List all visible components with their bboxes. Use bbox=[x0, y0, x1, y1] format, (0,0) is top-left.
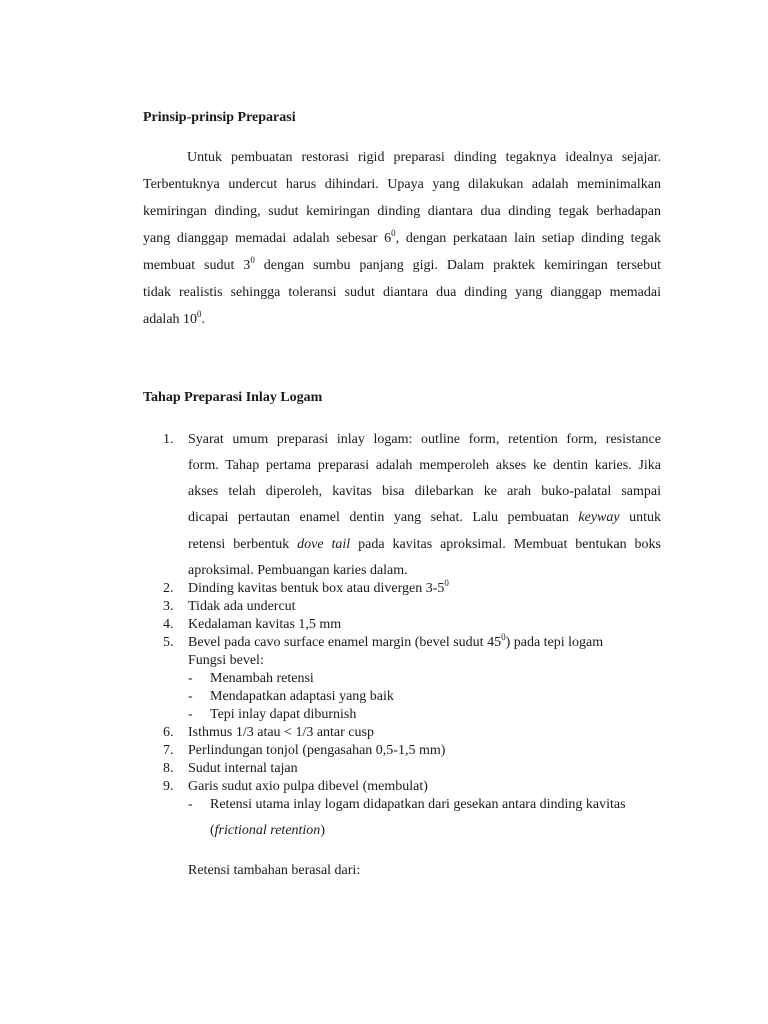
sub-item: Retensi utama inlay logam didapatkan dari gesekan antara dinding kavitas bbox=[210, 797, 626, 812]
dash-bullet: - bbox=[188, 689, 193, 704]
list-item-line: aproksimal. Pembuangan karies dalam. bbox=[188, 563, 408, 578]
list-number: 1. bbox=[163, 432, 174, 447]
dash-bullet: - bbox=[188, 671, 193, 686]
list-number: 2. bbox=[163, 581, 174, 596]
list-item: Kedalaman kavitas 1,5 mm bbox=[188, 617, 342, 632]
list-item: Perlindungan tonjol (pengasahan 0,5-1,5 mm) bbox=[188, 743, 446, 758]
dash-bullet: - bbox=[188, 707, 193, 722]
list-item: Dinding kavitas bentuk box atau divergen $3-5^0$ bbox=[188, 578, 449, 596]
list-number: 9. bbox=[163, 779, 174, 794]
paragraph-line: yang dianggap memadai adalah sebesar $6^0$, dengan perkataan lain setiap dinding tegak bbox=[143, 228, 661, 246]
list-item-line: Syarat umum preparasi inlay logam: outline form, retention form, resistance bbox=[188, 432, 661, 447]
sub-item: Mendapatkan adaptasi yang baik bbox=[210, 689, 394, 704]
paragraph-line: Untuk pembuatan restorasi rigid preparasi dinding tegaknya idealnya sejajar. bbox=[187, 150, 661, 165]
paragraph-line: membuat sudut $3^0$ dengan sumbu panjang gigi. Dalam praktek kemiringan tersebut bbox=[143, 255, 661, 273]
list-item: Bevel pada cavo surface enamel margin (bevel sudut $45^0$) pada tepi logam bbox=[188, 632, 604, 650]
list-item: Sudut internal tajan bbox=[188, 761, 298, 776]
list-item: Tidak ada undercut bbox=[188, 599, 296, 614]
sub-label: Fungsi bevel: bbox=[188, 653, 264, 668]
paragraph-line: Retensi tambahan berasal dari: bbox=[188, 863, 361, 878]
section-heading-tahap: Tahap Preparasi Inlay Logam bbox=[143, 390, 323, 405]
list-number: 3. bbox=[163, 599, 174, 614]
list-number: 8. bbox=[163, 761, 174, 776]
sub-item: Tepi inlay dapat diburnish bbox=[210, 707, 357, 722]
list-item-line: retensi berbentuk dove tail pada kavitas aproksimal. Membuat bentukan boks bbox=[188, 537, 661, 552]
sub-item: Menambah retensi bbox=[210, 671, 314, 686]
paragraph-line: tidak realistis sehingga toleransi sudut diantara dua dinding yang dianggap memadai bbox=[143, 285, 661, 300]
list-item-line: dicapai pertautan enamel dentin yang sehat. Lalu pembuatan keyway untuk bbox=[188, 510, 661, 525]
list-number: 5. bbox=[163, 635, 174, 650]
list-item-line: akses telah diperoleh, kavitas bisa dilebarkan ke arah buko-palatal sampai bbox=[188, 484, 661, 499]
paragraph-line: kemiringan dinding, sudut kemiringan dinding diantara dua dinding tegak berhadapan bbox=[143, 204, 661, 219]
paragraph-line: Terbentuknya undercut harus dihindari. Upaya yang dilakukan adalah meminimalkan bbox=[143, 177, 661, 192]
paragraph-line: adalah $10^0$. bbox=[143, 309, 206, 327]
list-item-line: form. Tahap pertama preparasi adalah memperoleh akses ke dentin karies. Jika bbox=[188, 458, 661, 473]
list-number: 7. bbox=[163, 743, 174, 758]
list-item: Garis sudut axio pulpa dibevel (membulat) bbox=[188, 779, 428, 794]
list-number: 4. bbox=[163, 617, 174, 632]
list-item: Isthmus 1/3 atau < 1/3 antar cusp bbox=[188, 725, 374, 740]
list-number: 6. bbox=[163, 725, 174, 740]
dash-bullet: - bbox=[188, 797, 193, 812]
section-heading-prinsip: Prinsip-prinsip Preparasi bbox=[143, 110, 296, 125]
sub-item-continuation: (frictional retention) bbox=[210, 823, 325, 838]
